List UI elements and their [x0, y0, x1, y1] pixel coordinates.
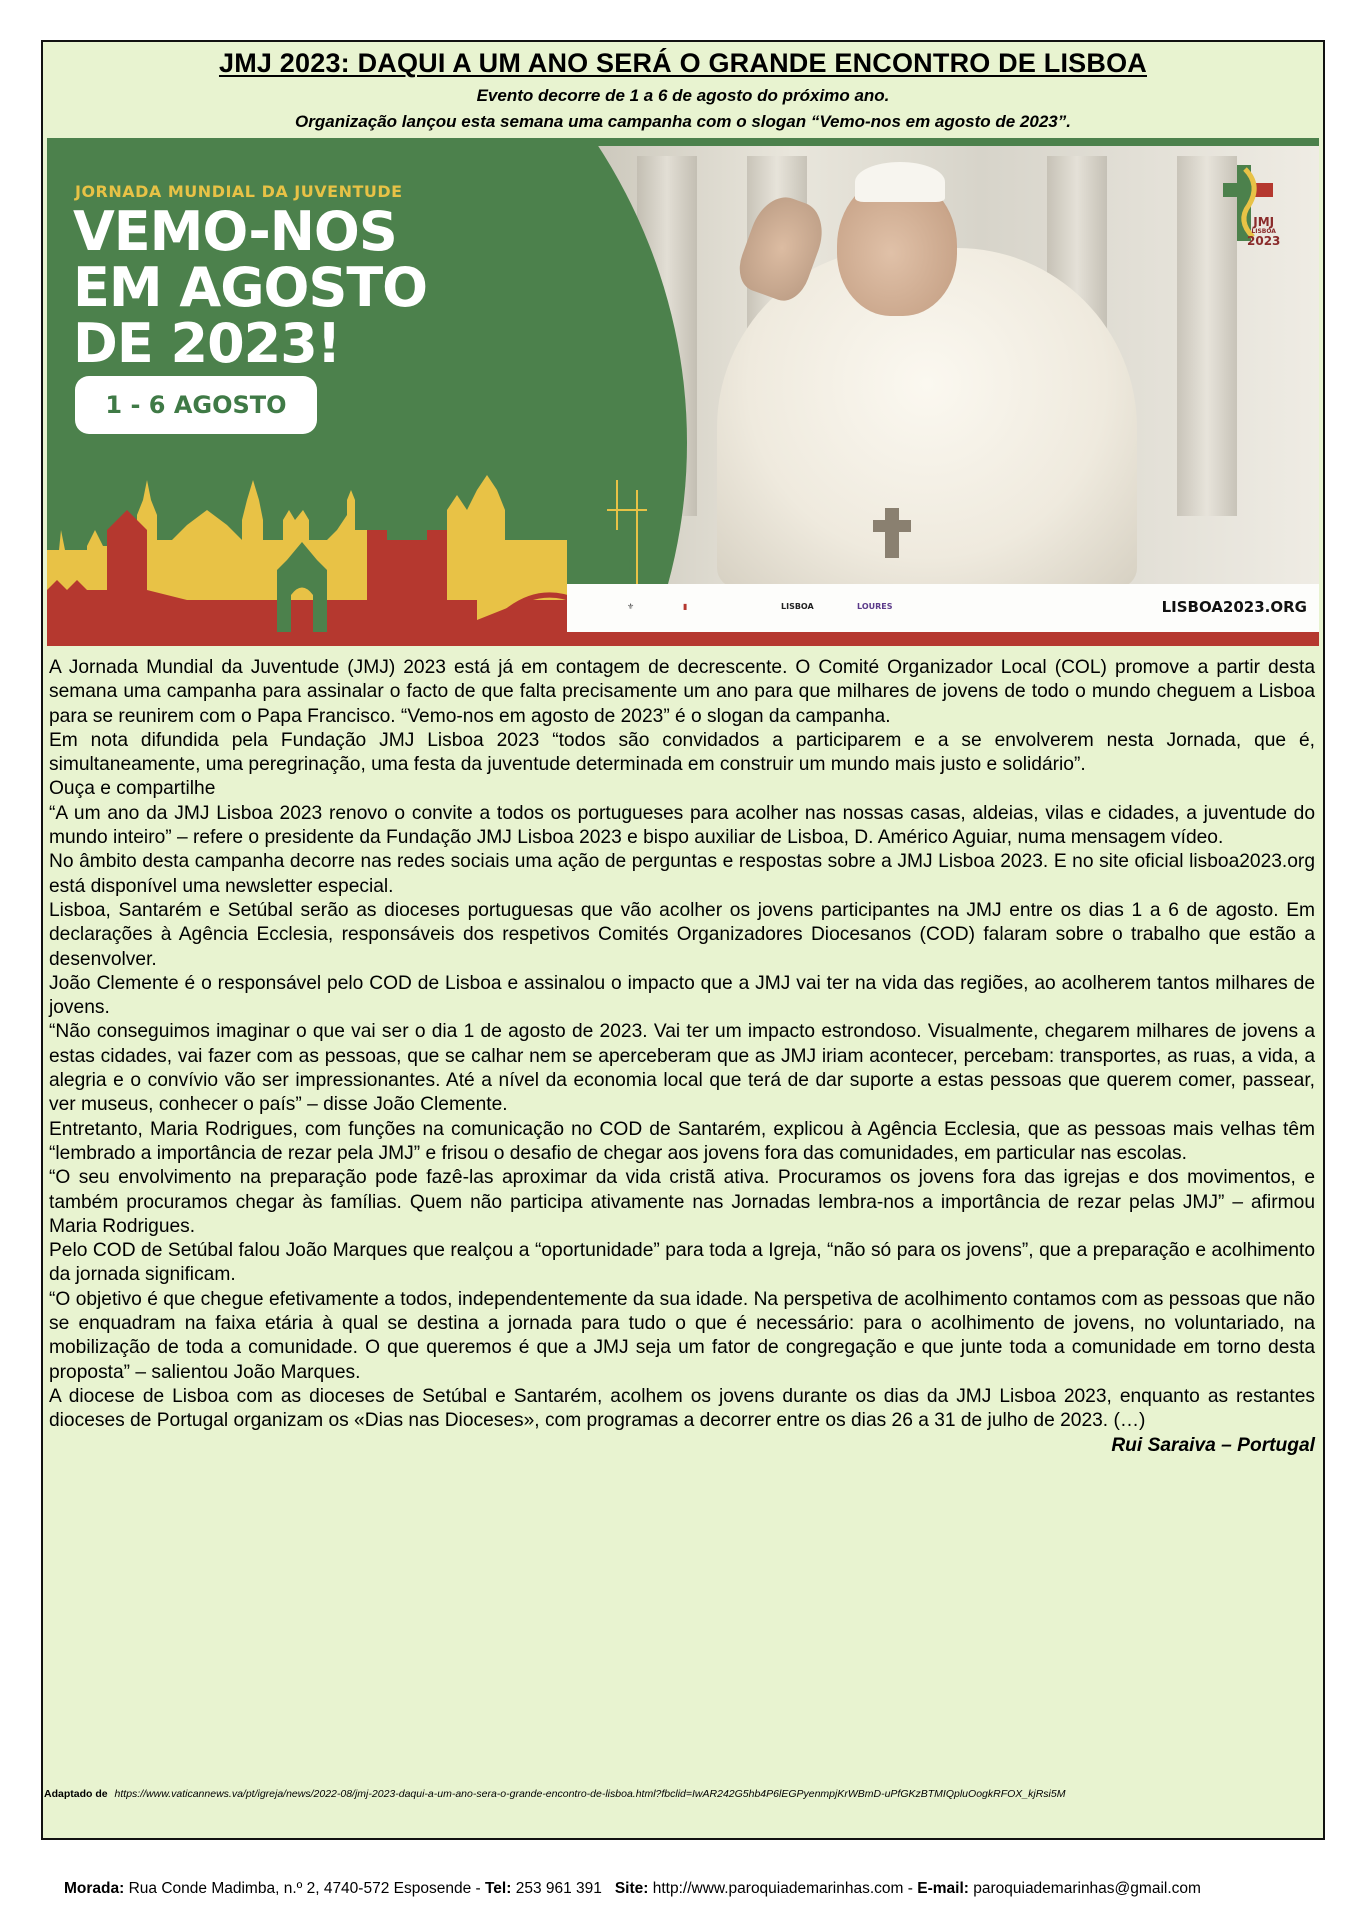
article-paragraph: “O objetivo é que chegue efetivamente a todos, independentemente da sua idade. Na perspetiva de acolhimento contamos com as pessoas que não se enquadram na faixa etária à qual se destina a jornada para tudo o que é necessário: para o acolhimento de jovens, no voluntariado, na mobilização de toda a comunidade. O que queremos é que a JMJ seja um fator de congregação e que junte toda a comunidade em torno desta proposta” – salientou João Marques.: [49, 1288, 1315, 1383]
logo-wordmark: [1247, 216, 1280, 247]
bulletin-frame: [41, 40, 1325, 1840]
logo-city-text: LISBOA: [1251, 228, 1276, 235]
partner-crest-icon: ⚜: [627, 602, 635, 611]
article-author: Rui Saraiva – Portugal: [1111, 1434, 1315, 1456]
article-paragraph: A Jornada Mundial da Juventude (JMJ) 2023 está já em contagem de decrescente. O Comité Organizador Local (COL) promove a partir desta semana uma campanha para assinalar o facto de que falta precisamente um ano para que milhares de jovens de todo o mundo cheguem a Lisboa para se reunirem com o Papa Francisco. “Vemo-nos em agosto de 2023” é o slogan da campanha.: [49, 657, 1315, 727]
logo-mark-text: JMJ: [1253, 215, 1275, 229]
partner-logos-strip: [567, 584, 1319, 632]
subtitle-dates: Evento decorre de 1 a 6 de agosto do próximo ano.: [476, 86, 890, 105]
tel-label: Tel:: [484, 1880, 512, 1897]
article-paragraph: “Não conseguimos imaginar o que vai ser o dia 1 de agosto de 2023. Vai ter um impacto estrondoso. Visualmente, chegarem milhares de jovens a estas cidades, vai fazer com as pessoas, que se calhar nem se aperceberam que as JMJ iriam acontecer, percebam: transportes, as ruas, a vida, a alegria e o convívio vão ser impressionantes. Até a nível da economia local que terá de dar suporte a estas pessoas que querem comer, passear, ver museus, conhecer o país” – disse João Clemente.: [49, 1021, 1315, 1116]
campaign-banner-image: [47, 138, 1319, 646]
banner-headline-line: VEMO-NOS: [73, 200, 397, 263]
partner-lisboa-logo: LISBOA: [781, 602, 814, 611]
logo-year-text: 2023: [1247, 234, 1281, 248]
article-paragraph: Lisboa, Santarém e Setúbal serão as dioceses portuguesas que vão acolher os jovens participantes na JMJ entre os dias 1 a 6 de agosto. Em declarações à Agência Ecclesia, responsáveis dos respetivos Comités Organizadores Diocesanos (COD) falaram sobre o trabalho que estão a desenvolver.: [49, 899, 1315, 970]
subtitle-campaign: Organização lançou esta semana uma campanha com o slogan “Vemo-nos em agosto de 2023”.: [295, 112, 1071, 131]
article-paragraph: Em nota difundida pela Fundação JMJ Lisboa 2023 “todos são convidados a participarem e a se envolverem nesta Jornada, que é, simultaneamente, uma peregrinação, uma festa da juventude determinada em construir um mundo mais justo e solidário”.: [49, 729, 1315, 776]
article-paragraph: “O seu envolvimento na preparação pode fazê-las aproximar da vida cristã ativa. Procuramos os jovens fora das igrejas e dos movimentos, e também procuramos chegar às famílias. Quem não participa ativamente nas Jornadas lembra-nos a importância de rezar pelas JMJ” – afirmou Maria Rodrigues.: [49, 1167, 1315, 1237]
article-paragraph-final: [49, 1385, 1315, 1456]
address-label: Morada:: [64, 1880, 125, 1897]
email-link[interactable]: paroquiademarinhas@gmail.com: [973, 1880, 1201, 1897]
banner-headline-line: EM AGOSTO: [73, 256, 428, 319]
article-body: [49, 656, 1315, 1458]
parish-contact-footer: [64, 1880, 1201, 1898]
partner-loures-logo: LOURES: [857, 602, 893, 611]
article-paragraph: Pelo COD de Setúbal falou João Marques que realçou a “oportunidade” para toda a Igreja, “não só para os jovens”, que a preparação e acolhimento da jornada significam.: [49, 1240, 1315, 1286]
article-paragraph: João Clemente é o responsável pelo COD de Lisboa e assinalou o impacto que a JMJ vai ter na vida das regiões, ao acolherem tantos milhares de jovens.: [49, 972, 1315, 1019]
site-link[interactable]: http://www.paroquiademarinhas.com -: [652, 1880, 913, 1897]
article-paragraph: Ouça e compartilhe: [49, 778, 216, 800]
source-label: Adaptado de: [44, 1788, 108, 1800]
banner-kicker: JORNADA MUNDIAL DA JUVENTUDE: [75, 182, 403, 201]
partner-republica-icon: ▮: [683, 602, 688, 611]
banner-dates-badge: 1 - 6 AGOSTO: [75, 376, 317, 434]
article-paragraph: “A um ano da JMJ Lisboa 2023 renovo o convite a todos os portugueses para acolher nas nossas casas, aldeias, vilas e cidades, a juventude do mundo inteiro” – refere o presidente da Fundação JMJ Lisboa 2023 e bispo auxiliar de Lisboa, D. Américo Aguiar, numa mensagem vídeo.: [49, 802, 1315, 849]
banner-headline-line: DE 2023!: [73, 312, 341, 375]
article-paragraph: No âmbito desta campanha decorre nas redes sociais uma ação de perguntas e respostas sobre a JMJ Lisboa 2023. E no site oficial lisboa2023.org está disponível uma newsletter especial.: [49, 851, 1315, 897]
pectoral-cross-icon: [885, 508, 899, 558]
banner-red-band: [47, 632, 1319, 646]
address-value: Rua Conde Madimba, n.º 2, 4740-572 Esposende -: [128, 1880, 481, 1897]
article-paragraph: A diocese de Lisboa com as dioceses de Setúbal e Santarém, acolhem os jovens durante os dias da JMJ Lisboa 2023, enquanto as restantes dioceses de Portugal organizam os «Dias nas Dioceses», com programas a decorrer entre os dias 26 a 31 de julho de 2023. (…): [49, 1385, 1315, 1432]
article-paragraph: Entretanto, Maria Rodrigues, com funções na comunicação no COD de Santarém, explicou à Agência Ecclesia, que as pessoas mais velhas têm “lembrado a importância de rezar pela JMJ” e frisou o desafio de chegar aos jovens fora das comunidades, em particular nas escolas.: [49, 1118, 1315, 1164]
site-label: Site:: [614, 1880, 649, 1897]
email-label: E-mail:: [917, 1880, 969, 1897]
source-link[interactable]: https://www.vaticannews.va/pt/igreja/news/2022-08/jmj-2023-daqui-a-um-ano-sera-o-grande-encontro-de-lisboa.html?fbclid=IwAR242G5hb4P6lEGPyenmpjKrWBmD-uPfGKzBTMIQpluOogkRFOX_kjRsi5M: [114, 1788, 1066, 1800]
source-credit: [44, 1788, 1065, 1800]
pope-zucchetto: [855, 162, 945, 202]
banner-website-url: LISBOA2023.ORG: [1161, 598, 1307, 616]
tel-value: 253 961 391: [515, 1880, 602, 1897]
page-title: JMJ 2023: DAQUI A UM ANO SERÁ O GRANDE ENCONTRO DE LISBOA: [218, 48, 1147, 78]
banner-headline: [73, 200, 428, 375]
